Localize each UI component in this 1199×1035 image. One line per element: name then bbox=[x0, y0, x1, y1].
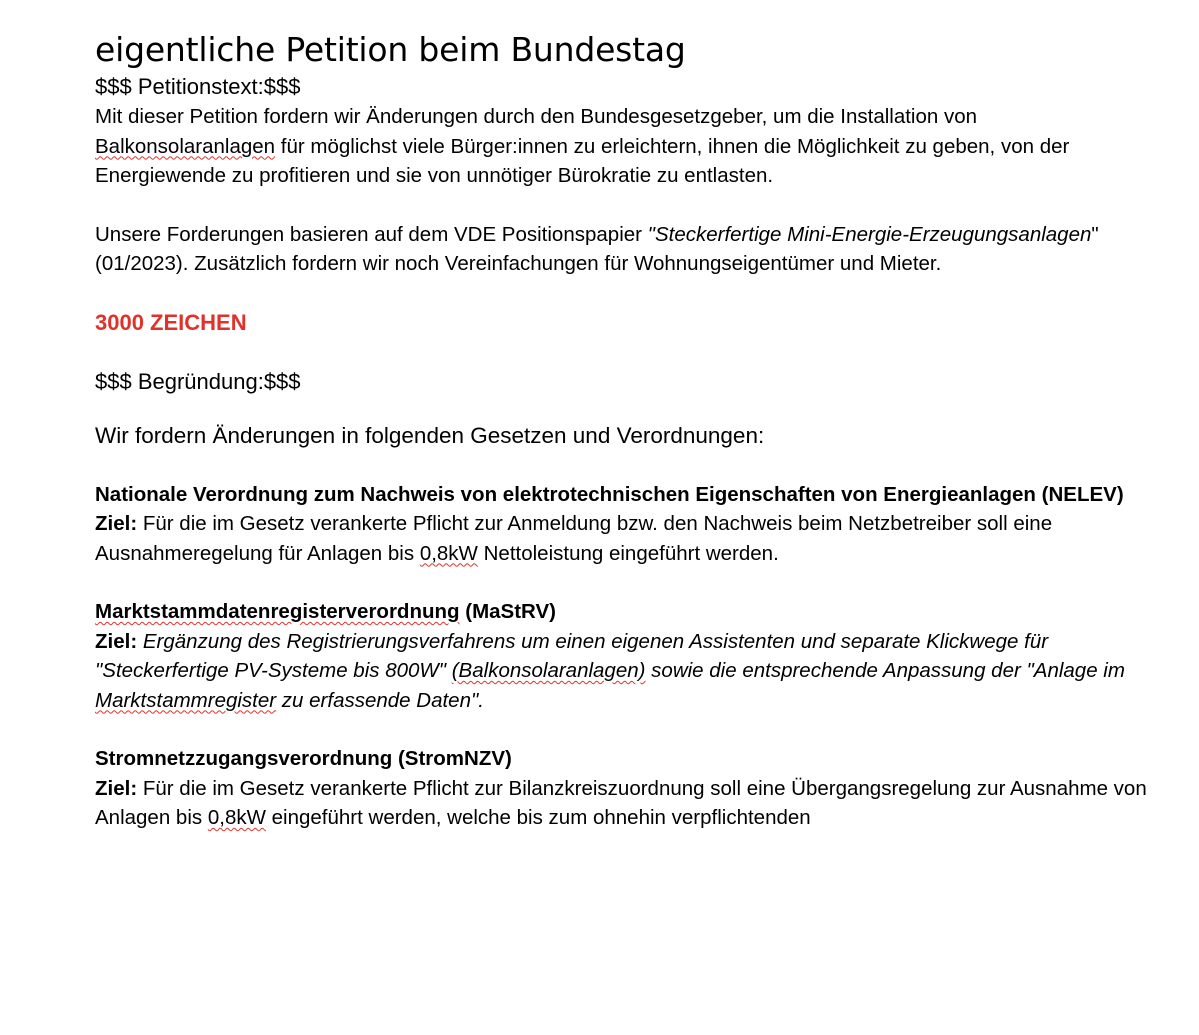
section-goal-nelev bbox=[95, 509, 1155, 568]
spellcheck-word: 0,8kW bbox=[207, 806, 266, 829]
goal-text: zu erfassende Daten". bbox=[276, 688, 484, 712]
petition-text-marker: $$$ Petitionstext:$$$ bbox=[95, 74, 301, 99]
spacer bbox=[95, 568, 1155, 597]
section-heading-stromnzv: Stromnetzzugangsverordnung (StromNZV) bbox=[95, 747, 512, 770]
demands-intro: Wir fordern Änderungen in folgenden Gesetzen und Verordnungen: bbox=[95, 422, 765, 448]
spacer bbox=[95, 191, 1155, 220]
spacer bbox=[95, 397, 1155, 421]
section-goal-mastrv bbox=[95, 627, 1155, 716]
spellcheck-word: Balkonsolaranlagen bbox=[95, 134, 276, 158]
paragraph-intro-text: Mit dieser Petition fordern wir Änderungen durch den Bundesgesetzgeber, um die Installation von bbox=[95, 105, 978, 128]
spellcheck-word: Marktstammregister bbox=[95, 688, 277, 712]
goal-text: Für die im Gesetz verankerte Pflicht zur Bilanzkreiszuordnung soll eine Übergangsregelung zur Ausnahme von Anlagen bis bbox=[95, 776, 1147, 829]
spacer bbox=[95, 338, 1155, 367]
section-goal-stromnzv bbox=[95, 774, 1155, 833]
paragraph-basis bbox=[95, 220, 1155, 279]
goal-text: Für die im Gesetz verankerte Pflicht zur Anmeldung bzw. den Nachweis beim Netzbetreiber soll eine Ausnahmeregelung für Anlagen bis bbox=[95, 512, 1053, 565]
document-page bbox=[95, 28, 1155, 833]
goal-text: Ergänzung des Registrierungsverfahrens um einen eigenen Assistenten und separate Klickwege für "Steckerfertige PV-Systeme bis 800W" bbox=[95, 629, 1049, 682]
goal-label: Ziel: bbox=[95, 629, 138, 653]
justification-marker: $$$ Begründung:$$$ bbox=[95, 368, 301, 394]
spellcheck-word: Marktstammdatenregisterverordnung bbox=[95, 600, 460, 623]
paragraph-basis-text: Unsere Forderungen basieren auf dem VDE Positionspapier bbox=[95, 222, 648, 246]
spacer bbox=[95, 279, 1155, 308]
section-heading-nelev: Nationale Verordnung zum Nachweis von elektrotechnischen Eigenschaften von Energieanlagen (NELEV) bbox=[95, 482, 1124, 506]
paragraph-basis-italic: "Steckerfertige Mini-Energie-Erzeugungsanlagen bbox=[647, 222, 1092, 246]
paragraph-intro bbox=[95, 102, 1155, 191]
spellcheck-word: 0,8kW bbox=[419, 541, 478, 565]
goal-text: Nettoleistung eingeführt werden. bbox=[477, 541, 779, 565]
spacer bbox=[95, 715, 1155, 744]
spacer bbox=[95, 451, 1155, 480]
goal-label: Ziel: bbox=[95, 512, 138, 535]
spellcheck-word: (Balkonsolaranlagen) bbox=[451, 659, 646, 682]
paragraph-intro-text: für möglichst viele Bürger:innen zu erleichtern, ihnen die Möglichkeit zu geben, von der Energiewende zu profitieren und sie von unnötiger Bürokratie zu entlasten. bbox=[95, 134, 1070, 187]
goal-text: eingeführt werden, welche bis zum ohnehin verpflichtenden bbox=[265, 806, 811, 829]
page-title: eigentliche Petition beim Bundestag bbox=[95, 30, 686, 69]
paragraph-basis-text: " (01/2023). Zusätzlich fordern wir noch Vereinfachungen für Wohnungseigentümer und Mieter. bbox=[95, 222, 1099, 275]
goal-text: sowie die entsprechende Anpassung der "Anlage im bbox=[645, 659, 1125, 682]
goal-label: Ziel: bbox=[95, 776, 138, 800]
section-heading-mastrv bbox=[95, 597, 1155, 627]
section-heading-text: (MaStRV) bbox=[459, 600, 556, 623]
char-limit-note: 3000 ZEICHEN bbox=[95, 309, 247, 335]
